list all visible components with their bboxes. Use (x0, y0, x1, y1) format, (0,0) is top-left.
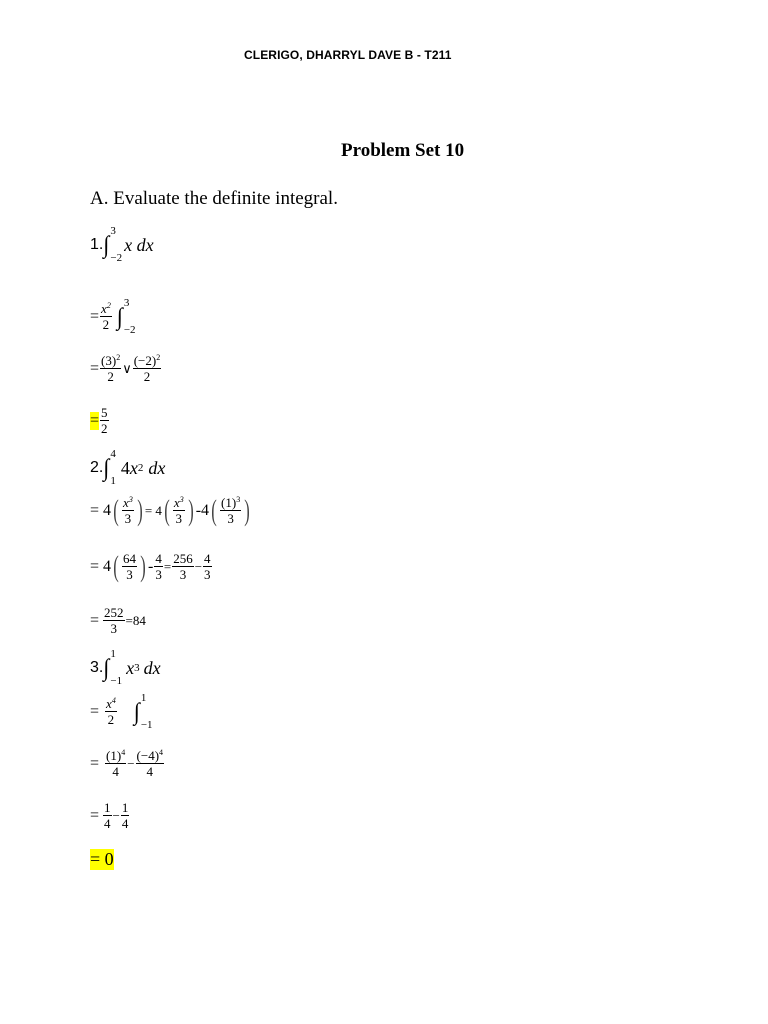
fraction (154, 552, 163, 582)
exponent: 2 (116, 353, 121, 362)
coefficient: 4 (120, 457, 130, 478)
equals-sign: = (90, 755, 100, 772)
fraction (133, 354, 162, 384)
fraction (100, 302, 112, 332)
minus-sign: - (148, 558, 154, 575)
problem-3-statement (90, 648, 161, 687)
integral-sign: ∫ 1 −1 (133, 692, 153, 731)
lower-limit: −2 (110, 252, 123, 264)
fraction (103, 801, 112, 831)
denominator: 4 (104, 816, 111, 831)
author-header: CLERIGO, DHARRYL DAVE B - T211 (244, 48, 452, 62)
upper-limit: 4 (110, 448, 116, 460)
page-title: Problem Set 10 (341, 140, 465, 161)
fraction (103, 606, 125, 636)
problem-1-answer (90, 406, 110, 436)
parenthesized-group: ( $\frac{x^3}{3}$ ) (113, 494, 143, 527)
lower-limit: −1 (110, 675, 123, 687)
exponent: 2 (156, 353, 161, 362)
numerator: x (106, 696, 112, 711)
numerator: (1) (221, 495, 237, 510)
denominator: 2 (107, 369, 114, 384)
fraction (100, 406, 109, 436)
denominator: 3 (155, 567, 162, 582)
operator: − (112, 808, 120, 823)
numerator: 1 (104, 800, 111, 815)
denominator: 3 (124, 511, 132, 526)
exponent: 4 (121, 748, 126, 757)
lower-limit: −2 (123, 324, 136, 336)
numerator: x (123, 495, 129, 510)
problem-number: 3. (90, 659, 104, 676)
equals-sign: = (90, 807, 100, 824)
fraction (203, 552, 212, 582)
numerator: 64 (123, 551, 137, 566)
denominator: 2 (107, 712, 115, 727)
integral-sign: ∫ 1 −1 (103, 648, 123, 687)
parenthesized-group: ( $\frac{64}{3}$ ) (113, 550, 146, 583)
numerator: (3) (101, 353, 117, 368)
equals-sign: = (90, 308, 100, 325)
operator: − (127, 756, 135, 771)
denominator: 2 (101, 421, 108, 436)
equals-sign: = (90, 612, 100, 629)
numerator: 5 (101, 405, 108, 420)
denominator: 4 (112, 764, 119, 779)
integral-sign: ∫ 3 −2 (103, 225, 123, 264)
fraction (105, 749, 126, 779)
fraction (100, 354, 121, 384)
exponent: 4 (111, 696, 116, 705)
result: =84 (125, 613, 146, 628)
upper-limit: 1 (110, 648, 116, 660)
problem-2-step-1 (90, 496, 252, 526)
problem-number: 1. (90, 236, 104, 253)
lower-limit: −1 (140, 719, 153, 731)
problem-2-step-2 (90, 552, 213, 582)
numerator: (−4) (136, 748, 160, 763)
equals-four: = 4 (144, 503, 162, 518)
exponent: 3 (236, 495, 241, 504)
integrand: x dx (124, 234, 154, 255)
denominator: 3 (126, 567, 133, 582)
variable: x (126, 657, 135, 678)
operator: − (194, 559, 203, 574)
operator: ∨ (122, 361, 132, 376)
upper-limit: 3 (110, 225, 116, 237)
final-answer: = 0 (90, 849, 114, 869)
denominator: 3 (204, 567, 211, 582)
equals-sign: = (163, 559, 172, 574)
numerator: (1) (106, 748, 122, 763)
problem-2-step-3 (90, 606, 146, 636)
denominator: 4 (146, 764, 154, 779)
problem-3-step-3 (90, 801, 130, 831)
denominator: 3 (227, 511, 234, 526)
exponent: 3 (179, 495, 184, 504)
parenthesized-group: ( $\frac{(1)^3}{3}$ ) (211, 494, 250, 527)
differential: dx (143, 657, 161, 678)
fraction (121, 801, 130, 831)
exponent: 2 (106, 301, 111, 310)
denominator: 3 (110, 621, 118, 636)
equals-sign: = (90, 412, 100, 429)
exponent: 3 (128, 495, 133, 504)
differential: dx (148, 457, 166, 478)
denominator: 4 (121, 816, 129, 831)
equals-sign: = (90, 703, 100, 720)
equals-four: = 4 (90, 558, 112, 575)
numerator: x (101, 301, 107, 316)
parenthesized-group: ( $\frac{x^3}{3}$ ) (164, 494, 194, 527)
problem-2-statement (90, 448, 166, 487)
fraction (172, 552, 194, 582)
equals-sign: = (90, 360, 100, 377)
numerator: 4 (155, 551, 162, 566)
problem-3-answer (90, 849, 114, 870)
integral-sign: ∫ 4 1 (103, 448, 116, 487)
problem-1-statement (90, 225, 154, 264)
fraction (136, 749, 165, 779)
section-heading: A. Evaluate the definite integral. (90, 188, 338, 209)
numerator: (−2) (133, 353, 157, 368)
denominator: 3 (179, 567, 187, 582)
problem-1-step-2 (90, 354, 162, 384)
fraction (105, 697, 117, 727)
variable: x (129, 457, 138, 478)
denominator: 3 (175, 511, 183, 526)
integral-sign: ∫ 3 −2 (116, 297, 136, 336)
upper-limit: 3 (123, 297, 130, 309)
exponent: 2 (137, 462, 144, 474)
upper-limit: 1 (140, 692, 147, 704)
problem-number: 2. (90, 459, 104, 476)
exponent: 3 (134, 662, 140, 674)
problem-3-step-1 (90, 692, 155, 731)
problem-1-step-1 (90, 297, 138, 336)
numerator: 256 (173, 551, 193, 566)
problem-3-step-2 (90, 749, 165, 779)
numerator: 1 (121, 800, 129, 815)
numerator: 252 (104, 605, 124, 620)
denominator: 2 (102, 317, 110, 332)
lower-limit: 1 (110, 475, 116, 487)
denominator: 2 (143, 369, 151, 384)
numerator: 4 (204, 551, 211, 566)
minus-four: -4 (195, 502, 210, 519)
numerator: x (173, 495, 180, 510)
exponent: 4 (159, 748, 164, 757)
equals-four: = 4 (90, 502, 112, 519)
